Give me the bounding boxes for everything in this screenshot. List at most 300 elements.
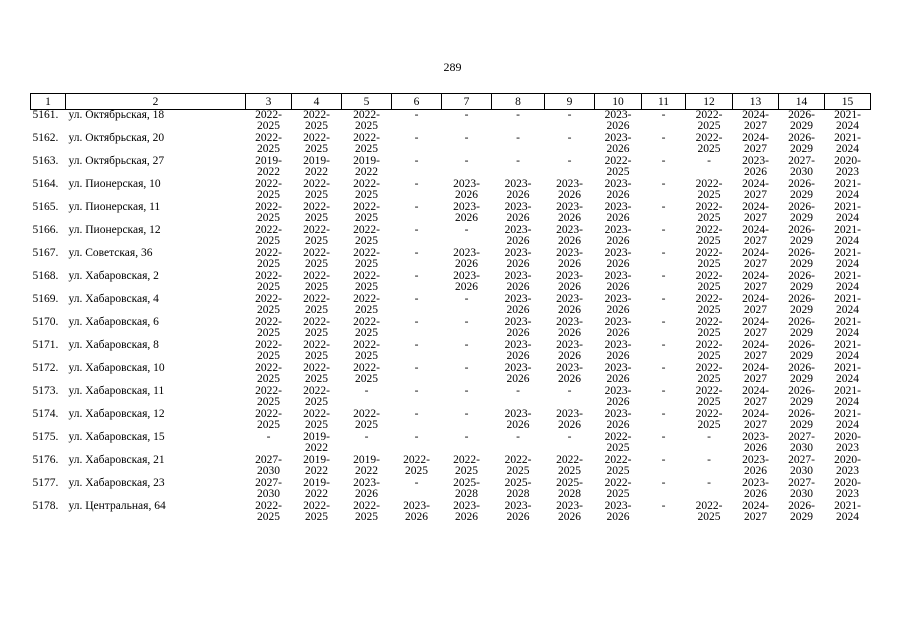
- period-cell: 2019- 2022: [303, 155, 330, 178]
- period-cell: 2021- 2024: [834, 339, 861, 362]
- period-cell: 2026- 2029: [788, 408, 815, 431]
- period-cell: 2022- 2025: [695, 224, 723, 247]
- period-cell: -: [661, 109, 666, 121]
- column-header: 8: [492, 94, 545, 110]
- period-cell: 2026- 2029: [788, 270, 815, 293]
- period-cell: 2022- 2025: [303, 178, 330, 201]
- period-cell: 2024- 2027: [742, 201, 769, 224]
- period-cell: -: [464, 385, 469, 397]
- period-cell: 2023- 2026: [504, 500, 532, 523]
- period-cell: 2023- 2026: [556, 247, 583, 270]
- period-cell: -: [661, 362, 666, 374]
- period-cell: -: [464, 362, 469, 374]
- period-cell: 2023- 2026: [604, 500, 632, 523]
- period-cell: -: [516, 109, 520, 121]
- period-cell: 2022- 2025: [604, 477, 632, 500]
- period-cell: 2022- 2025: [303, 201, 330, 224]
- row-number: 5164.: [32, 178, 59, 190]
- period-cell: 2019- 2022: [255, 155, 282, 178]
- column-header: 6: [392, 94, 442, 110]
- period-cell: 2026- 2029: [788, 201, 815, 224]
- address-cell: ул. Хабаровская, 2: [68, 270, 159, 282]
- table-row: [31, 202, 871, 225]
- address-cell: ул. Хабаровская, 10: [68, 362, 165, 374]
- period-cell: 2023- 2026: [604, 339, 632, 362]
- period-cell: -: [414, 201, 419, 213]
- address-cell: ул. Хабаровская, 11: [68, 385, 165, 397]
- period-cell: -: [364, 385, 369, 397]
- period-cell: 2026- 2029: [788, 362, 815, 385]
- period-cell: 2023- 2026: [556, 293, 583, 316]
- period-cell: 2025- 2028: [453, 477, 480, 500]
- period-cell: -: [661, 293, 666, 305]
- period-cell: -: [661, 339, 666, 351]
- period-cell: 2022- 2025: [255, 132, 282, 155]
- period-cell: 2023- 2026: [504, 224, 532, 247]
- period-cell: 2024- 2027: [742, 293, 769, 316]
- period-cell: 2027- 2030: [255, 454, 282, 477]
- period-cell: 2023- 2026: [556, 316, 583, 339]
- period-cell: 2022- 2025: [255, 109, 282, 132]
- row-number: 5177.: [32, 477, 59, 489]
- period-cell: 2022- 2025: [303, 224, 330, 247]
- row-number: 5165.: [32, 201, 59, 213]
- period-cell: -: [661, 201, 666, 213]
- period-cell: 2022- 2025: [695, 109, 723, 132]
- table-row: [31, 409, 871, 432]
- period-cell: -: [464, 155, 469, 167]
- period-cell: 2023- 2026: [403, 500, 430, 523]
- period-cell: -: [661, 500, 666, 512]
- address-cell: ул. Пионерская, 12: [68, 224, 161, 236]
- period-cell: 2020- 2023: [834, 477, 861, 500]
- table-row: [31, 294, 871, 317]
- period-cell: 2021- 2024: [834, 500, 861, 523]
- period-cell: 2023- 2026: [604, 385, 632, 408]
- period-cell: -: [414, 339, 419, 351]
- period-cell: -: [414, 362, 419, 374]
- period-cell: 2023- 2026: [742, 477, 769, 500]
- period-cell: 2023- 2026: [453, 270, 480, 293]
- page-number: 289: [443, 60, 462, 74]
- period-cell: -: [707, 477, 711, 489]
- period-cell: 2026- 2029: [788, 500, 815, 523]
- period-cell: 2023- 2026: [556, 408, 583, 431]
- row-number: 5163.: [32, 155, 59, 167]
- period-cell: 2022- 2025: [695, 339, 723, 362]
- row-number: 5161.: [32, 109, 59, 121]
- period-cell: 2021- 2024: [834, 293, 861, 316]
- period-cell: -: [567, 155, 572, 167]
- period-cell: -: [516, 431, 520, 443]
- period-cell: 2027- 2030: [788, 454, 815, 477]
- period-cell: 2022- 2025: [695, 247, 723, 270]
- period-cell: 2022- 2025: [255, 224, 282, 247]
- period-cell: 2022- 2025: [303, 316, 330, 339]
- table-row: [31, 363, 871, 386]
- column-header: 12: [686, 94, 733, 110]
- period-cell: -: [464, 132, 469, 144]
- row-number: 5169.: [32, 293, 59, 305]
- period-cell: 2025- 2028: [504, 477, 532, 500]
- period-cell: -: [464, 109, 469, 121]
- period-cell: 2023- 2026: [556, 178, 583, 201]
- period-cell: 2026- 2029: [788, 339, 815, 362]
- period-cell: 2022- 2025: [604, 155, 632, 178]
- period-cell: 2022- 2025: [604, 454, 632, 477]
- period-cell: 2023- 2026: [556, 224, 583, 247]
- column-header: 4: [292, 94, 342, 110]
- period-cell: 2023- 2026: [504, 293, 532, 316]
- period-cell: 2023- 2026: [604, 132, 632, 155]
- column-header: 9: [545, 94, 595, 110]
- period-cell: -: [414, 293, 419, 305]
- period-cell: 2022- 2025: [353, 201, 380, 224]
- period-cell: 2021- 2024: [834, 224, 861, 247]
- table-row: [31, 432, 871, 455]
- period-cell: -: [414, 178, 419, 190]
- period-cell: 2026- 2029: [788, 247, 815, 270]
- table-row: [31, 386, 871, 409]
- period-cell: 2021- 2024: [834, 132, 861, 155]
- period-cell: 2022- 2025: [695, 362, 723, 385]
- table-row: [31, 156, 871, 179]
- period-cell: 2022- 2025: [255, 362, 282, 385]
- period-cell: 2024- 2027: [742, 224, 769, 247]
- period-cell: 2022- 2025: [255, 178, 282, 201]
- address-cell: ул. Центральная, 64: [68, 500, 166, 512]
- column-header: 1: [31, 94, 66, 110]
- period-cell: 2024- 2027: [742, 316, 769, 339]
- period-cell: 2023- 2026: [742, 454, 769, 477]
- period-cell: -: [414, 247, 419, 259]
- period-cell: -: [661, 385, 666, 397]
- row-number: 5176.: [32, 454, 59, 466]
- period-cell: 2023- 2026: [604, 109, 632, 132]
- address-cell: ул. Хабаровская, 6: [68, 316, 159, 328]
- period-cell: 2023- 2026: [504, 316, 532, 339]
- period-cell: -: [661, 408, 666, 420]
- address-cell: ул. Пионерская, 11: [68, 201, 161, 213]
- period-cell: 2024- 2027: [742, 339, 769, 362]
- period-cell: -: [464, 293, 469, 305]
- period-cell: 2022- 2025: [695, 201, 723, 224]
- period-cell: 2024- 2027: [742, 109, 769, 132]
- period-cell: 2023- 2026: [504, 201, 532, 224]
- period-cell: 2023- 2026: [453, 201, 480, 224]
- period-cell: 2022- 2025: [255, 385, 282, 408]
- period-cell: -: [414, 224, 419, 236]
- period-cell: 2023- 2026: [353, 477, 380, 500]
- period-cell: 2023- 2026: [504, 339, 532, 362]
- period-cell: 2023- 2026: [556, 362, 583, 385]
- period-cell: 2026- 2029: [788, 293, 815, 316]
- row-number: 5166.: [32, 224, 59, 236]
- header-row: [31, 94, 871, 110]
- period-cell: 2022- 2025: [695, 408, 723, 431]
- period-cell: -: [516, 155, 520, 167]
- period-cell: -: [567, 385, 572, 397]
- period-cell: -: [661, 155, 666, 167]
- period-cell: 2022- 2025: [604, 431, 632, 454]
- period-cell: 2024- 2027: [742, 270, 769, 293]
- period-cell: 2026- 2029: [788, 109, 815, 132]
- period-cell: -: [414, 385, 419, 397]
- period-cell: 2026- 2029: [788, 316, 815, 339]
- period-cell: -: [567, 431, 572, 443]
- period-cell: 2022- 2025: [695, 178, 723, 201]
- period-cell: 2023- 2026: [504, 247, 532, 270]
- address-cell: ул. Хабаровская, 23: [68, 477, 165, 489]
- table-row: [31, 133, 871, 156]
- table-row: [31, 455, 871, 478]
- period-cell: 2022- 2025: [255, 270, 282, 293]
- period-cell: 2019- 2022: [353, 454, 380, 477]
- period-cell: 2026- 2029: [788, 178, 815, 201]
- period-cell: 2024- 2027: [742, 408, 769, 431]
- period-cell: -: [464, 431, 469, 443]
- row-number: 5167.: [32, 247, 59, 259]
- period-cell: 2022- 2025: [303, 270, 330, 293]
- table-row: [31, 225, 871, 248]
- table-row: [31, 340, 871, 363]
- period-cell: 2019- 2022: [353, 155, 380, 178]
- period-cell: 2026- 2029: [788, 132, 815, 155]
- period-cell: 2023- 2026: [504, 362, 532, 385]
- column-header: 14: [779, 94, 825, 110]
- period-cell: 2022- 2025: [255, 247, 282, 270]
- period-cell: 2022- 2025: [303, 500, 330, 523]
- row-number: 5171.: [32, 339, 59, 351]
- period-cell: 2024- 2027: [742, 500, 769, 523]
- period-cell: 2022- 2025: [695, 316, 723, 339]
- address-cell: ул. Октябрьская, 18: [68, 109, 165, 121]
- period-cell: 2025- 2028: [556, 477, 583, 500]
- period-cell: 2023- 2026: [604, 408, 632, 431]
- period-cell: -: [707, 454, 711, 466]
- period-cell: -: [661, 132, 666, 144]
- period-cell: -: [661, 247, 666, 259]
- period-cell: 2020- 2023: [834, 155, 861, 178]
- period-cell: -: [414, 431, 419, 443]
- period-cell: -: [567, 109, 572, 121]
- period-cell: 2023- 2026: [604, 247, 632, 270]
- period-cell: -: [414, 477, 419, 489]
- row-number: 5168.: [32, 270, 59, 282]
- period-cell: -: [414, 109, 419, 121]
- period-cell: 2022- 2025: [303, 132, 330, 155]
- period-cell: 2023- 2026: [453, 247, 480, 270]
- period-cell: 2022- 2025: [695, 132, 723, 155]
- period-cell: 2022- 2025: [303, 362, 330, 385]
- period-cell: 2023- 2026: [604, 178, 632, 201]
- table-row: [31, 110, 871, 134]
- column-header: 3: [246, 94, 292, 110]
- period-cell: 2019- 2022: [303, 477, 330, 500]
- address-cell: ул. Октябрьская, 27: [68, 155, 165, 167]
- period-cell: 2022- 2025: [353, 500, 380, 523]
- period-cell: 2023- 2026: [742, 155, 769, 178]
- period-cell: 2023- 2026: [604, 316, 632, 339]
- period-cell: 2027- 2030: [255, 477, 282, 500]
- column-header: 5: [342, 94, 392, 110]
- column-header: 13: [733, 94, 779, 110]
- period-cell: 2022- 2025: [695, 385, 723, 408]
- period-cell: 2023- 2026: [556, 339, 583, 362]
- period-cell: 2021- 2024: [834, 201, 861, 224]
- period-cell: -: [464, 316, 469, 328]
- period-cell: -: [464, 339, 469, 351]
- period-cell: 2022- 2025: [303, 293, 330, 316]
- period-cell: -: [364, 431, 369, 443]
- period-cell: 2023- 2026: [453, 178, 480, 201]
- period-cell: 2023- 2026: [556, 500, 583, 523]
- period-cell: -: [661, 454, 666, 466]
- period-cell: -: [661, 178, 666, 190]
- period-cell: 2023- 2026: [453, 500, 480, 523]
- table-row: [31, 179, 871, 202]
- table-row: [31, 271, 871, 294]
- period-cell: 2022- 2025: [255, 316, 282, 339]
- period-cell: 2023- 2026: [504, 408, 532, 431]
- period-cell: 2021- 2024: [834, 408, 861, 431]
- period-cell: -: [661, 316, 666, 328]
- period-cell: -: [661, 270, 666, 282]
- period-cell: 2022- 2025: [403, 454, 430, 477]
- period-cell: 2024- 2027: [742, 385, 769, 408]
- period-cell: 2022- 2025: [353, 224, 380, 247]
- period-cell: 2024- 2027: [742, 247, 769, 270]
- period-cell: -: [414, 132, 419, 144]
- period-cell: 2026- 2029: [788, 385, 815, 408]
- period-cell: 2021- 2024: [834, 178, 861, 201]
- period-cell: 2022- 2025: [353, 293, 380, 316]
- period-cell: 2022- 2025: [303, 109, 330, 132]
- period-cell: -: [414, 270, 419, 282]
- period-cell: 2021- 2024: [834, 316, 861, 339]
- period-cell: 2021- 2024: [834, 362, 861, 385]
- period-cell: 2021- 2024: [834, 385, 861, 408]
- period-cell: 2020- 2023: [834, 454, 861, 477]
- period-cell: 2019- 2022: [303, 454, 330, 477]
- period-cell: 2023- 2026: [742, 431, 769, 454]
- period-cell: 2022- 2025: [303, 408, 330, 431]
- address-cell: ул. Хабаровская, 15: [68, 431, 165, 443]
- period-cell: 2027- 2030: [788, 431, 815, 454]
- period-cell: 2022- 2025: [353, 362, 380, 385]
- period-cell: 2022- 2025: [303, 339, 330, 362]
- address-cell: ул. Хабаровская, 8: [68, 339, 159, 351]
- column-header: 2: [66, 94, 246, 110]
- column-header: 10: [595, 94, 642, 110]
- period-cell: 2023- 2026: [556, 270, 583, 293]
- period-cell: 2023- 2026: [556, 201, 583, 224]
- table-row: [31, 478, 871, 501]
- period-cell: -: [266, 431, 271, 443]
- period-cell: -: [464, 408, 469, 420]
- period-cell: 2022- 2025: [353, 316, 380, 339]
- period-cell: 2023- 2026: [504, 178, 532, 201]
- period-cell: 2022- 2025: [303, 385, 330, 408]
- period-cell: -: [707, 431, 711, 443]
- period-cell: -: [661, 431, 666, 443]
- period-cell: 2020- 2023: [834, 431, 861, 454]
- address-cell: ул. Октябрьская, 20: [68, 132, 165, 144]
- period-cell: 2022- 2025: [353, 339, 380, 362]
- period-cell: -: [661, 477, 666, 489]
- period-cell: -: [707, 155, 711, 167]
- period-cell: 2022- 2025: [695, 500, 723, 523]
- schedule-table: [30, 93, 871, 524]
- period-cell: -: [464, 224, 469, 236]
- period-cell: 2022- 2025: [353, 270, 380, 293]
- row-number: 5175.: [32, 431, 59, 443]
- row-number: 5178.: [32, 500, 59, 512]
- address-cell: ул. Хабаровская, 12: [68, 408, 165, 420]
- period-cell: 2022- 2025: [353, 132, 380, 155]
- period-cell: 2022- 2025: [353, 109, 380, 132]
- period-cell: 2022- 2025: [353, 247, 380, 270]
- period-cell: 2022- 2025: [255, 408, 282, 431]
- table-row: [31, 248, 871, 271]
- row-number: 5170.: [32, 316, 59, 328]
- period-cell: -: [516, 385, 520, 397]
- period-cell: -: [567, 132, 572, 144]
- row-number: 5174.: [32, 408, 59, 420]
- address-cell: ул. Хабаровская, 4: [68, 293, 159, 305]
- period-cell: 2023- 2026: [604, 201, 632, 224]
- period-cell: 2023- 2026: [504, 270, 532, 293]
- row-number: 5172.: [32, 362, 59, 374]
- period-cell: -: [661, 224, 666, 236]
- table-row: [31, 317, 871, 340]
- period-cell: 2023- 2026: [604, 224, 632, 247]
- period-cell: 2022- 2025: [556, 454, 583, 477]
- address-cell: ул. Пионерская, 10: [68, 178, 161, 190]
- period-cell: 2022- 2025: [695, 293, 723, 316]
- period-cell: 2022- 2025: [504, 454, 532, 477]
- period-cell: -: [516, 132, 520, 144]
- period-cell: 2019- 2022: [303, 431, 330, 454]
- period-cell: 2023- 2026: [604, 362, 632, 385]
- period-cell: 2021- 2024: [834, 270, 861, 293]
- period-cell: 2022- 2025: [695, 270, 723, 293]
- period-cell: 2023- 2026: [604, 293, 632, 316]
- period-cell: 2021- 2024: [834, 109, 861, 132]
- row-number: 5173.: [32, 385, 59, 397]
- row-number: 5162.: [32, 132, 59, 144]
- period-cell: 2026- 2029: [788, 224, 815, 247]
- period-cell: 2022- 2025: [255, 500, 282, 523]
- address-cell: ул. Хабаровская, 21: [68, 454, 165, 466]
- period-cell: 2021- 2024: [834, 247, 861, 270]
- period-cell: 2022- 2025: [453, 454, 480, 477]
- column-header: 7: [442, 94, 492, 110]
- period-cell: 2024- 2027: [742, 362, 769, 385]
- period-cell: 2024- 2027: [742, 132, 769, 155]
- column-header: 15: [825, 94, 871, 110]
- period-cell: 2024- 2027: [742, 178, 769, 201]
- period-cell: -: [414, 155, 419, 167]
- period-cell: 2023- 2026: [604, 270, 632, 293]
- period-cell: -: [414, 316, 419, 328]
- period-cell: 2022- 2025: [353, 178, 380, 201]
- period-cell: 2022- 2025: [353, 408, 380, 431]
- period-cell: 2022- 2025: [255, 339, 282, 362]
- period-cell: 2027- 2030: [788, 477, 815, 500]
- period-cell: 2022- 2025: [255, 293, 282, 316]
- period-cell: 2022- 2025: [255, 201, 282, 224]
